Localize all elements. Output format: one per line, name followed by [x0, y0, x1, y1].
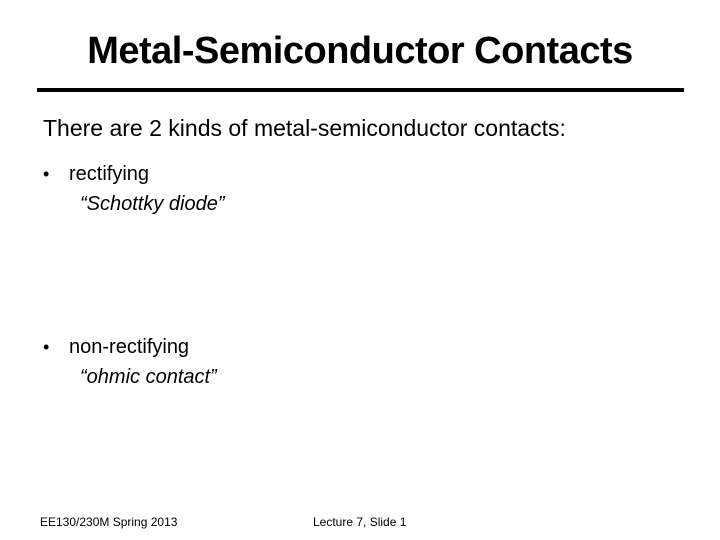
bullet-marker: • [43, 337, 50, 357]
slide-title: Metal-Semiconductor Contacts [87, 30, 633, 72]
bullet-subtext-schottky: “Schottky diode” [80, 193, 225, 215]
bullet-marker: • [43, 164, 50, 184]
footer-slide-number: Lecture 7, Slide 1 [313, 515, 407, 529]
bullet-label: non-rectifying [69, 336, 190, 358]
bullet-item-rectifying [43, 160, 149, 188]
title-underline [37, 88, 684, 92]
bullet-label: rectifying [69, 163, 150, 185]
footer-course: EE130/230M Spring 2013 [40, 515, 178, 529]
bullet-item-non-rectifying [43, 333, 189, 361]
intro-text: There are 2 kinds of metal-semiconductor contacts: [43, 115, 566, 141]
bullet-subtext-ohmic: “ohmic contact” [80, 366, 217, 388]
